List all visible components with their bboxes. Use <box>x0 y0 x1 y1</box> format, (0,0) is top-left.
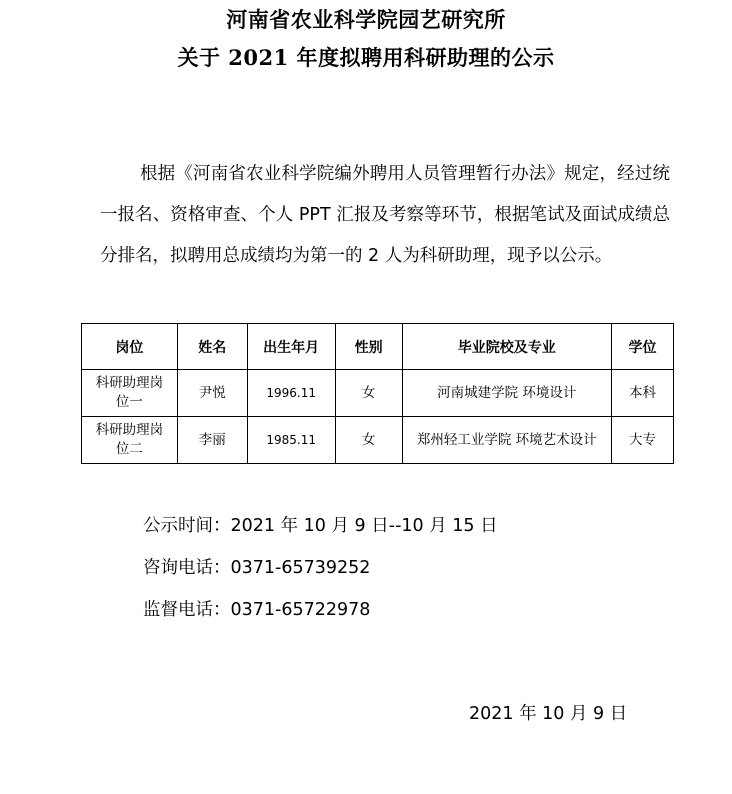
cell-name: 李丽 <box>177 417 247 464</box>
publicity-period: 公示时间：2021 年 10 月 9 日--10 月 15 日 <box>143 516 498 536</box>
cell-school-major: 郑州轻工业学院 环境艺术设计 <box>402 417 612 464</box>
header-position: 岗位 <box>82 324 178 370</box>
table-header-row <box>82 324 674 370</box>
title-line-2: 关于 2021 年度拟聘用科研助理的公示 <box>177 45 555 70</box>
header-birth: 出生年月 <box>247 324 335 370</box>
cell-school-major: 河南城建学院 环境设计 <box>402 370 612 417</box>
cell-gender: 女 <box>335 370 402 417</box>
inquiry-phone: 咨询电话：0371-65739252 <box>143 558 371 578</box>
header-school-major: 毕业院校及专业 <box>402 324 612 370</box>
cell-gender: 女 <box>335 417 402 464</box>
intro-text: 根据《河南省农业科学院编外聘用人员管理暂行办法》规定，经过统一报名、资格审查、个人 PPT 汇报及考察等环节，根据笔试及面试成绩总分排名，拟聘用总成绩均为第一的 2 人为科研助理，现予以公示。 <box>100 164 670 266</box>
title-line-1: 河南省农业科学院园艺研究所 <box>226 7 506 32</box>
cell-name: 尹悦 <box>177 370 247 417</box>
cell-birth: 1996.11 <box>247 370 335 417</box>
cell-degree: 本科 <box>612 370 674 417</box>
applicant-table <box>81 323 674 464</box>
cell-birth: 1985.11 <box>247 417 335 464</box>
header-gender: 性别 <box>335 324 402 370</box>
cell-degree: 大专 <box>612 417 674 464</box>
header-name: 姓名 <box>177 324 247 370</box>
table-row <box>82 417 674 464</box>
cell-position: 科研助理岗位二 <box>82 417 178 464</box>
document-date: 2021 年 10 月 9 日 <box>469 704 628 724</box>
table-row <box>82 370 674 417</box>
supervision-phone: 监督电话：0371-65722978 <box>143 600 371 620</box>
header-degree: 学位 <box>612 324 674 370</box>
cell-position: 科研助理岗位一 <box>82 370 178 417</box>
intro-paragraph <box>100 154 670 277</box>
